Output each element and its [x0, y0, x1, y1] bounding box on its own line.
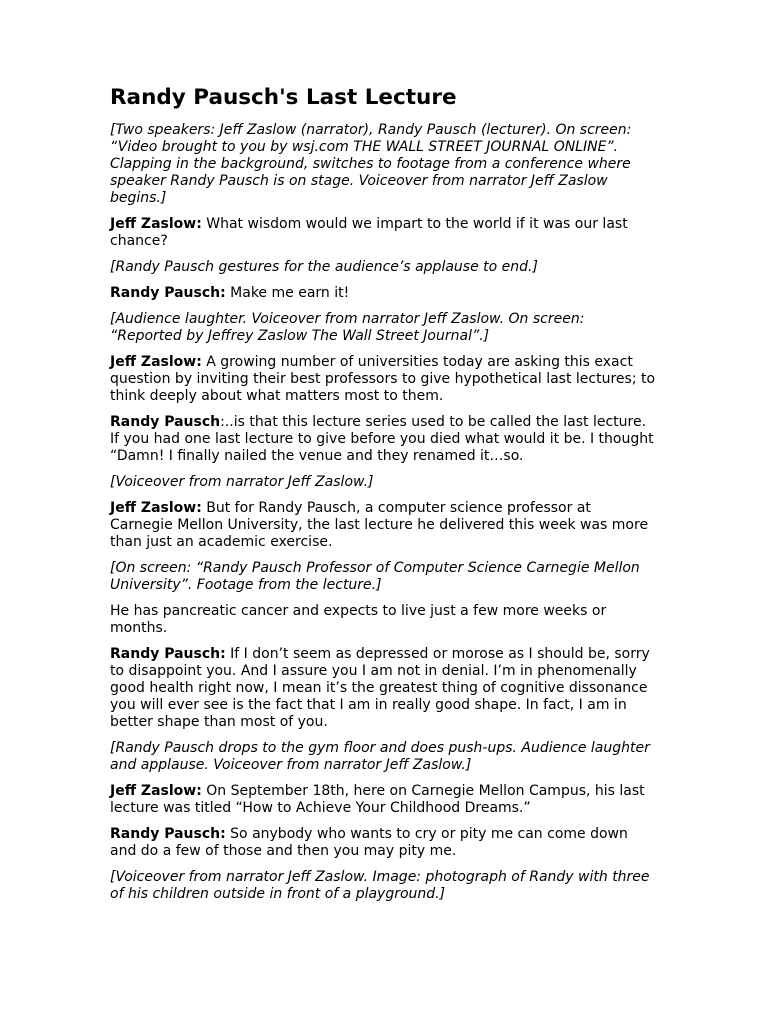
speaker-name: Randy Pausch:	[110, 646, 226, 662]
paragraph-text: But for Randy Pausch, a computer science professor at Carnegie Mellon University, the last lecture he delivered this week was more than just an academic exercise.	[110, 500, 649, 550]
paragraph-text: [Randy Pausch drops to the gym floor and does push-ups. Audience laughter and applause. Voiceover from narrator Jeff Zaslow.]	[110, 740, 650, 773]
speaker-name: Jeff Zaslow:	[110, 500, 202, 516]
dialogue-paragraph	[110, 354, 658, 405]
speaker-name: Randy Pausch	[110, 414, 221, 430]
paragraph-text: A growing number of universities today are asking this exact question by inviting their best professors to give hypothetical last lectures; to think deeply about what matters most to them.	[110, 354, 656, 404]
stage-direction	[110, 740, 658, 774]
dialogue-paragraph	[110, 414, 658, 465]
dialogue-paragraph	[110, 500, 658, 551]
paragraph-text: [Randy Pausch gestures for the audience’s applause to end.]	[110, 259, 538, 275]
paragraph-text: On September 18th, here on Carnegie Mellon Campus, his last lecture was titled “How to Achieve Your Childhood Dreams.”	[110, 783, 645, 816]
speaker-name: Randy Pausch:	[110, 826, 226, 842]
stage-direction	[110, 122, 658, 207]
dialogue-paragraph	[110, 826, 658, 860]
paragraph-text: [On screen: “Randy Pausch Professor of Computer Science Carnegie Mellon University”. Footage from the lecture.]	[110, 560, 640, 593]
paragraph-text: [Two speakers: Jeff Zaslow (narrator), Randy Pausch (lecturer). On screen: “Video brought to you by wsj.com THE WALL STREET JOURNAL ONLINE”. Clapping in the background, switches to footage from a conference where speaker Randy Pausch is on stage. Voiceover from narrator Jeff Zaslow begins.]	[110, 122, 632, 206]
stage-direction	[110, 311, 658, 345]
dialogue-paragraph	[110, 783, 658, 817]
dialogue-paragraph	[110, 646, 658, 731]
paragraph-text: So anybody who wants to cry or pity me can come down and do a few of those and then you may pity me.	[110, 826, 628, 859]
stage-direction	[110, 474, 658, 491]
speaker-name: Randy Pausch:	[110, 285, 226, 301]
paragraph-text: If I don’t seem as depressed or morose as I should be, sorry to disappoint you. And I assure you I am not in denial. I’m in phenomenally good health right now, I mean it’s the greatest thing of cognitive dissonance you will ever see is the fact that I am in really good shape. In fact, I am in better shape than most of you.	[110, 646, 650, 730]
stage-direction	[110, 259, 658, 276]
paragraph-text: [Audience laughter. Voiceover from narrator Jeff Zaslow. On screen: “Reported by Jeffrey Zaslow The Wall Street Journal”.]	[110, 311, 585, 344]
speaker-name: Jeff Zaslow:	[110, 783, 202, 799]
dialogue-paragraph	[110, 216, 658, 250]
paragraph-text: What wisdom would we impart to the world if it was our last chance?	[110, 216, 628, 249]
paragraph-text: Make me earn it!	[225, 285, 350, 301]
paragraph-text: [Voiceover from narrator Jeff Zaslow.]	[110, 474, 374, 490]
stage-direction	[110, 869, 658, 903]
paragraph-text: :..is that this lecture series used to be called the last lecture. If you had one last lecture to give before you died what would it be. I thought “Damn! I finally nailed the venue and they renamed it…so.	[110, 414, 654, 464]
paragraph-text: [Voiceover from narrator Jeff Zaslow. Image: photograph of Randy with three of his children outside in front of a playground.]	[110, 869, 650, 902]
dialogue-paragraph	[110, 285, 658, 302]
speaker-name: Jeff Zaslow:	[110, 354, 202, 370]
narration-paragraph	[110, 603, 658, 637]
paragraph-text: He has pancreatic cancer and expects to live just a few more weeks or months.	[110, 603, 607, 636]
document-title: Randy Pausch's Last Lecture	[110, 85, 457, 110]
stage-direction	[110, 560, 658, 594]
speaker-name: Jeff Zaslow:	[110, 216, 202, 232]
